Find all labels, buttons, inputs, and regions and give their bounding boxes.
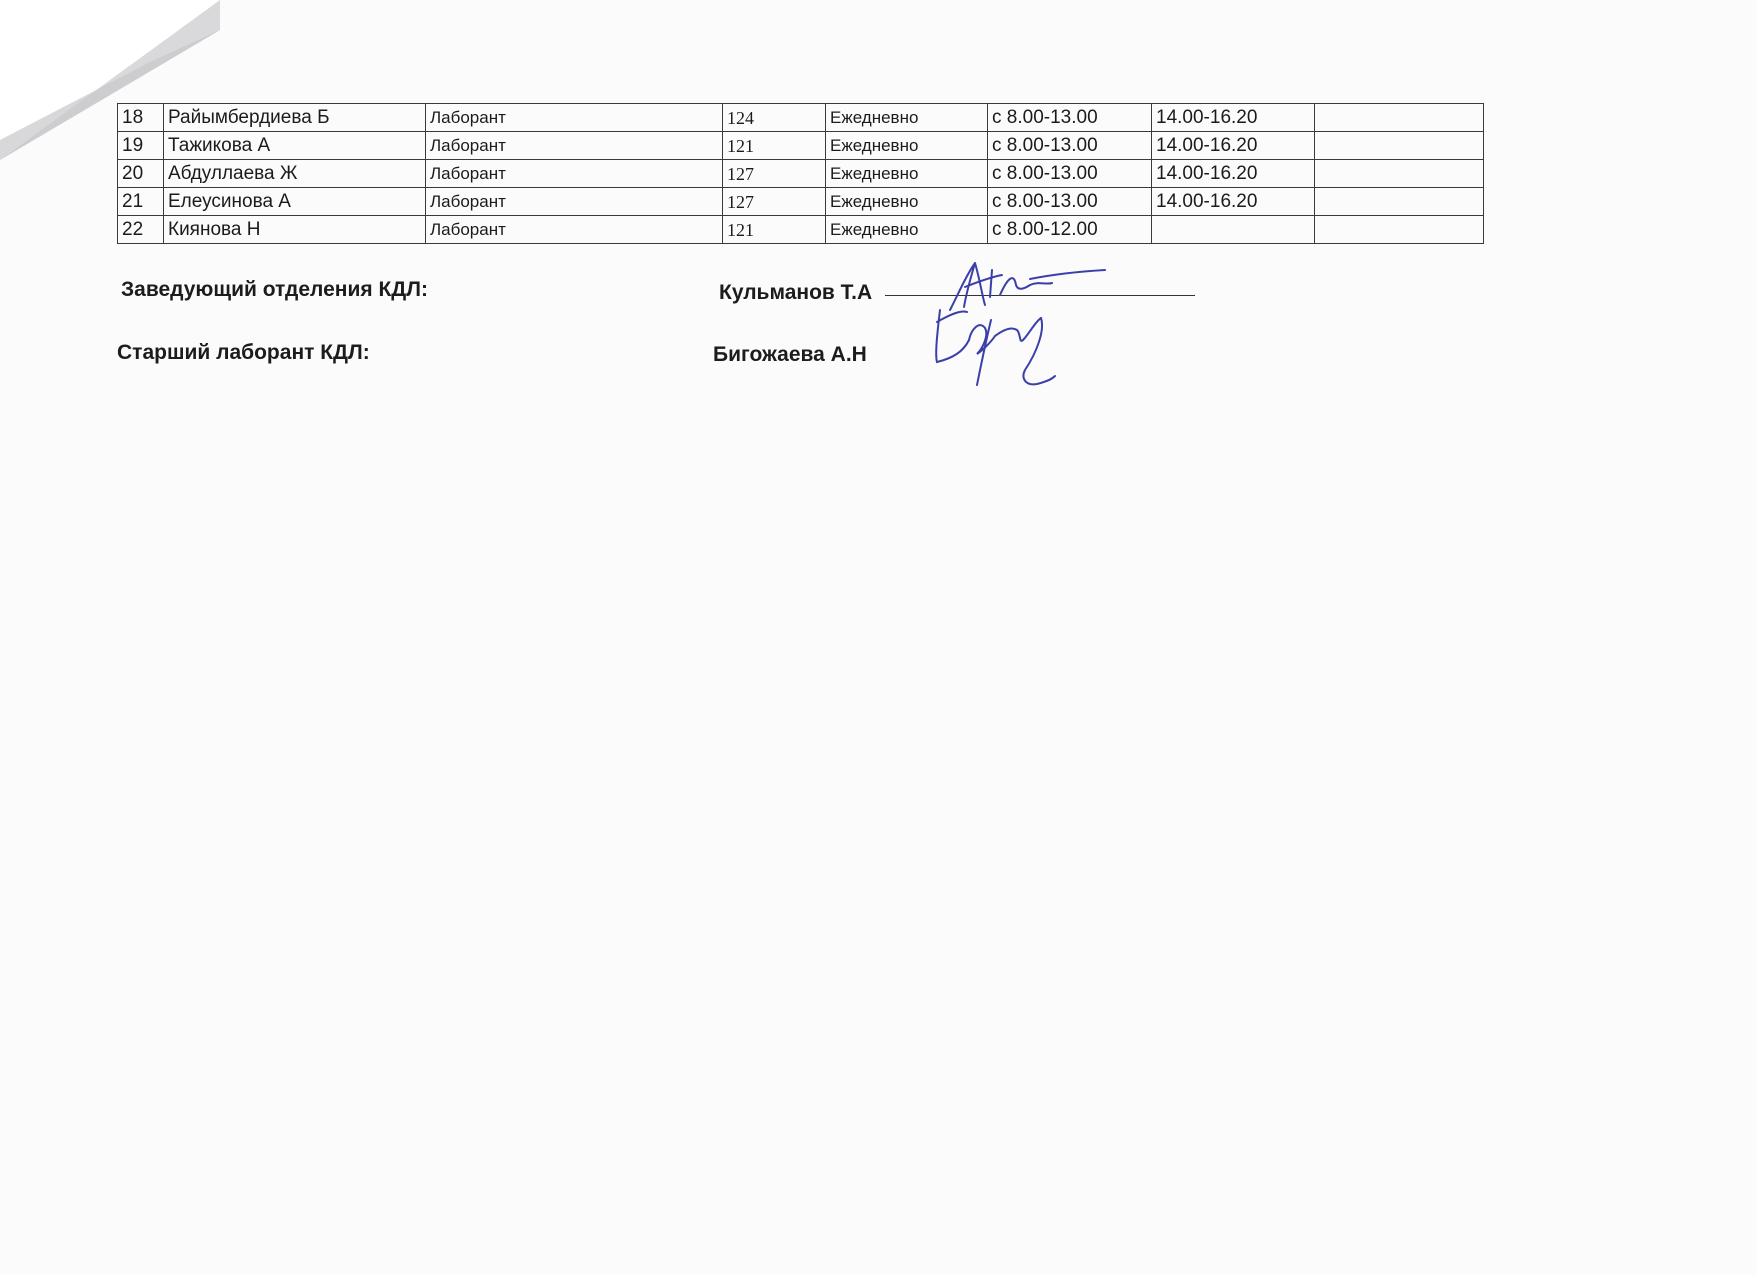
row-number-cell: 22 xyxy=(118,216,164,244)
row-number-cell: 18 xyxy=(118,104,164,132)
schedule-table xyxy=(117,103,1484,244)
position-cell: Лаборант xyxy=(426,104,723,132)
morning-hours-cell: с 8.00-13.00 xyxy=(988,188,1152,216)
row-number-cell: 21 xyxy=(118,188,164,216)
room-cell: 124 xyxy=(723,104,826,132)
position-cell: Лаборант xyxy=(426,216,723,244)
afternoon-hours-cell: 14.00-16.20 xyxy=(1152,104,1315,132)
table-row xyxy=(118,132,1484,160)
afternoon-hours-cell xyxy=(1152,216,1315,244)
morning-hours-cell: с 8.00-13.00 xyxy=(988,132,1152,160)
table-row xyxy=(118,160,1484,188)
frequency-cell: Ежедневно xyxy=(826,160,988,188)
employee-name-cell: Абдуллаева Ж xyxy=(164,160,426,188)
employee-name-cell: Елеусинова А xyxy=(164,188,426,216)
position-cell: Лаборант xyxy=(426,188,723,216)
afternoon-hours-cell: 14.00-16.20 xyxy=(1152,188,1315,216)
room-cell: 127 xyxy=(723,160,826,188)
extra-cell xyxy=(1315,104,1484,132)
room-cell: 121 xyxy=(723,216,826,244)
afternoon-hours-cell: 14.00-16.20 xyxy=(1152,160,1315,188)
extra-cell xyxy=(1315,216,1484,244)
employee-name-cell: Киянова Н xyxy=(164,216,426,244)
extra-cell xyxy=(1315,188,1484,216)
extra-cell xyxy=(1315,160,1484,188)
senior-title: Старший лаборант КДЛ: xyxy=(117,341,370,364)
afternoon-hours-cell: 14.00-16.20 xyxy=(1152,132,1315,160)
morning-hours-cell: с 8.00-12.00 xyxy=(988,216,1152,244)
frequency-cell: Ежедневно xyxy=(826,132,988,160)
table-row xyxy=(118,216,1484,244)
position-cell: Лаборант xyxy=(426,132,723,160)
frequency-cell: Ежедневно xyxy=(826,104,988,132)
morning-hours-cell: с 8.00-13.00 xyxy=(988,160,1152,188)
position-cell: Лаборант xyxy=(426,160,723,188)
table-row xyxy=(118,104,1484,132)
extra-cell xyxy=(1315,132,1484,160)
frequency-cell: Ежедневно xyxy=(826,188,988,216)
senior-name: Бигожаева А.Н xyxy=(713,343,867,366)
morning-hours-cell: с 8.00-13.00 xyxy=(988,104,1152,132)
employee-name-cell: Райымбердиева Б xyxy=(164,104,426,132)
room-cell: 121 xyxy=(723,132,826,160)
row-number-cell: 20 xyxy=(118,160,164,188)
employee-name-cell: Тажикова А xyxy=(164,132,426,160)
row-number-cell: 19 xyxy=(118,132,164,160)
head-title: Заведующий отделения КДЛ: xyxy=(121,278,428,301)
senior-signature xyxy=(925,300,1075,395)
head-name: Кульманов Т.А xyxy=(719,281,873,304)
frequency-cell: Ежедневно xyxy=(826,216,988,244)
table-row xyxy=(118,188,1484,216)
room-cell: 127 xyxy=(723,188,826,216)
